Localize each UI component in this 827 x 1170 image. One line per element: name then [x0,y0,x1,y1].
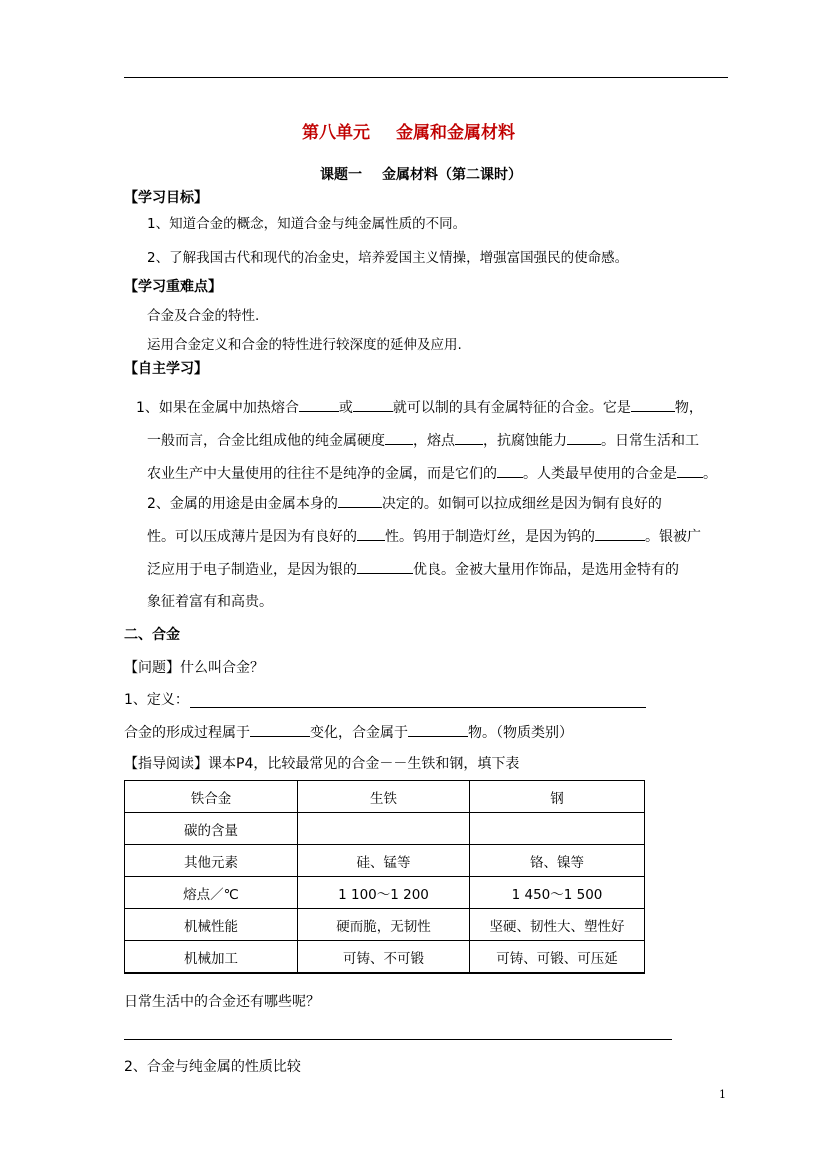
table-cell: 1 100～1 200 [298,877,470,909]
q1-text: 或 [338,400,353,416]
goals-heading: 【学习目标】 [124,190,208,206]
iron-alloy-table [124,780,645,974]
fill-blank[interactable] [250,723,310,737]
q2-text: 泛应用于电子制造业，是因为银的 [147,562,357,578]
lesson-number: 课题一 [320,167,362,183]
page-number: 1 [719,1088,726,1101]
table-row [125,813,645,845]
table-cell: 其他元素 [125,845,298,877]
q2-text: 2、金属的用途是由金属本身的 [147,496,338,512]
header-rule [124,77,728,78]
q2-line [147,593,273,611]
definition-blank[interactable] [190,707,646,708]
q1-text: 。 [703,466,717,482]
definition-label: 1、定义： [124,692,189,708]
key-item: 运用合金定义和合金的特性进行较深度的延伸及应用. [147,337,462,353]
table-cell: 1 450～1 500 [470,877,645,909]
fill-blank[interactable] [338,494,382,508]
definition-line [124,691,189,709]
q1-text: ，熔点 [413,433,455,449]
guide-reading: 【指导阅读】课本P4，比较最常见的合金－－生铁和钢，填下表 [124,756,520,772]
goal-item: 1、知道合金的概念，知道合金与纯金属性质的不同。 [147,216,467,232]
fill-blank[interactable] [385,431,413,445]
table-cell: 熔点／℃ [125,877,298,909]
title-unit: 第八单元 [302,123,370,143]
table-cell: 可铸、可锻、可压延 [470,941,645,974]
fill-blank[interactable] [357,527,385,541]
q1-text: 。日常生活和工 [601,433,699,449]
table-row [125,909,645,941]
fill-blank[interactable] [631,398,675,412]
q1-text: 。人类最早使用的合金是 [523,466,677,482]
q2-text: 性。钨用于制造灯丝，是因为钨的 [385,529,595,545]
fill-blank[interactable] [497,464,523,478]
fill-blank[interactable] [595,527,645,541]
table-header: 钢 [470,781,645,813]
fill-blank[interactable] [408,723,468,737]
table-cell: 硬而脆，无韧性 [298,909,470,941]
formation-line [124,723,573,742]
comparison-heading: 2、合金与纯金属的性质比较 [124,1059,301,1075]
table-cell: 坚硬、韧性大、塑性好 [470,909,645,941]
q1-text: 1、如果在金属中加热熔合 [136,400,299,416]
formation-text: 变化，合金属于 [310,725,408,741]
table-row [125,845,645,877]
fill-blank[interactable] [357,560,413,574]
table-header: 生铁 [298,781,470,813]
table-cell: 硅、锰等 [298,845,470,877]
page-title [302,122,515,144]
fill-blank[interactable] [353,398,393,412]
q1-text: 一般而言，合金比组成他的纯金属硬度 [147,433,385,449]
self-study-heading: 【自主学习】 [124,361,208,377]
table-header: 铁合金 [125,781,298,813]
table-cell[interactable] [470,813,645,845]
q2-line [147,560,679,579]
q1-text: ，抗腐蚀能力 [483,433,567,449]
q2-line [147,494,662,513]
key-item: 合金及合金的特性. [147,308,260,324]
fill-blank[interactable] [455,431,483,445]
fill-blank[interactable] [677,464,703,478]
q2-text: 决定的。如铜可以拉成细丝是因为铜有良好的 [381,496,662,512]
q1-text: 物， [674,400,703,416]
formation-text: 合金的形成过程属于 [124,725,250,741]
key-heading: 【学习重难点】 [124,279,222,295]
fill-blank[interactable] [567,431,601,445]
table-cell: 铬、镍等 [470,845,645,877]
q1-line [147,431,699,450]
q1-text: 农业生产中大量使用的往往不是纯净的金属，而是它们的 [147,466,497,482]
formation-text: 物。（物质类别） [468,725,573,741]
q2-text: 。银被广 [645,529,701,545]
table-cell: 碳的含量 [125,813,298,845]
table-row [125,877,645,909]
q1-text: 就可以制的具有金属特征的合金。它是 [392,400,631,416]
title-topic: 金属和金属材料 [396,123,515,143]
daily-alloys-question: 日常生活中的合金还有哪些呢？ [124,994,320,1010]
goal-item: 2、了解我国古代和现代的冶金史，培养爱国主义情操，增强富国强民的使命感。 [147,250,629,266]
lesson-name: 金属材料（第二课时） [382,167,522,183]
table-cell: 机械性能 [125,909,298,941]
table-row [125,941,645,974]
q2-text: 性。可以压成薄片是因为有良好的 [147,529,357,545]
table-cell: 机械加工 [125,941,298,974]
q2-line [147,527,701,546]
q1-line [147,464,717,483]
alloy-heading: 二、合金 [124,627,180,643]
lesson-title [320,166,522,184]
table-cell: 可铸、不可锻 [298,941,470,974]
alloy-question: 【问题】什么叫合金？ [124,660,264,676]
answer-blank[interactable] [124,1039,672,1040]
fill-blank[interactable] [299,398,339,412]
table-header-row [125,781,645,813]
q2-text: 象征着富有和高贵。 [147,594,273,610]
table-cell[interactable] [298,813,470,845]
q1-line [136,398,703,417]
q2-text: 优良。金被大量用作饰品，是选用金特有的 [413,562,679,578]
